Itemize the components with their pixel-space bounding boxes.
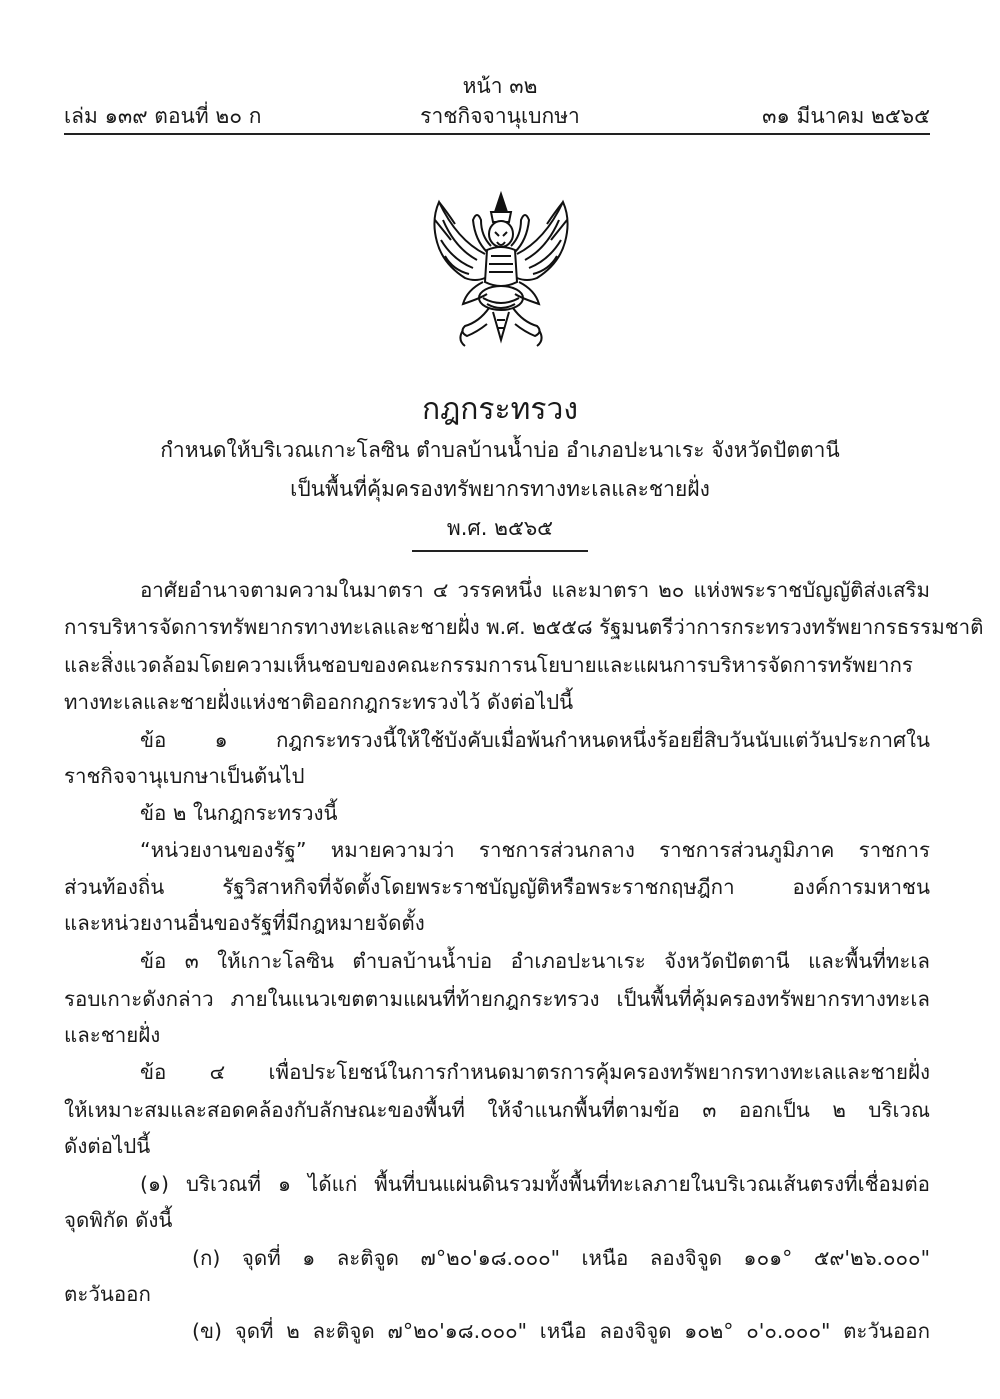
clause-3-line: รอบเกาะดังกล่าว ภายในแนวเขตตามแผนที่ท้ายกฎกระทรวง เป็นพื้นที่คุ้มครองทรัพยากรทางทะเล — [64, 987, 930, 1011]
header-divider — [64, 133, 930, 135]
coordinate-point-a-cont: ตะวันออก — [64, 1282, 151, 1306]
definition-line: ส่วนท้องถิ่น รัฐวิสาหกิจที่จัดตั้งโดยพระราชบัญญัติหรือพระราชกฤษฎีกา องค์การมหาชน — [64, 875, 930, 899]
publish-date: ๓๑ มีนาคม ๒๕๖๕ — [762, 104, 930, 128]
clause-4-line: ข้อ ๔ เพื่อประโยชน์ในการกำหนดมาตรการคุ้มครองทรัพยากรทางทะเลและชายฝั่ง — [140, 1060, 930, 1084]
preamble-line: การบริหารจัดการทรัพยากรทางทะเลและชายฝั่ง พ.ศ. ๒๕๕๘ รัฐมนตรีว่าการกระทรวงทรัพยากรธรรมชาติ — [64, 615, 984, 639]
definition-line: “หน่วยงานของรัฐ” หมายความว่า ราชการส่วนกลาง ราชการส่วนภูมิภาค ราชการ — [140, 838, 930, 862]
clause-4-line: ดังต่อไปนี้ — [64, 1134, 151, 1158]
clause-4-line: ให้เหมาะสมและสอดคล้องกับลักษณะของพื้นที่ ให้จำแนกพื้นที่ตามข้อ ๓ ออกเป็น ๒ บริเวณ — [64, 1098, 930, 1122]
document-title: กฎกระทรวง — [421, 392, 579, 427]
garuda-emblem-icon — [417, 190, 585, 350]
clause-1-line: ข้อ ๑ กฎกระทรวงนี้ให้ใช้บังคับเมื่อพ้นกำหนดหนึ่งร้อยยี่สิบวันนับแต่วันประกาศใน — [140, 728, 930, 752]
definition-line: และหน่วยงานอื่นของรัฐที่มีกฎหมายจัดตั้ง — [64, 911, 425, 935]
preamble-line: และสิ่งแวดล้อมโดยความเห็นชอบของคณะกรรมการนโยบายและแผนการบริหารจัดการทรัพยากร — [64, 653, 913, 677]
coordinate-point-b: (ข) จุดที่ ๒ ละติจูด ๗°๒๐'๑๘.๐๐๐" เหนือ ลองจิจูด ๑๐๒° ๐'๐.๐๐๐" ตะวันออก — [192, 1319, 930, 1343]
page-number: หน้า ๓๒ — [462, 74, 538, 98]
coordinate-point-a: (ก) จุดที่ ๑ ละติจูด ๗°๒๐'๑๘.๐๐๐" เหนือ ลองจิจูด ๑๐๑° ๕๙'๒๖.๐๐๐" — [192, 1246, 930, 1270]
title-line-1: กำหนดให้บริเวณเกาะโลซิน ตำบลบ้านน้ำบ่อ อำเภอปะนาเระ จังหวัดปัตตานี — [160, 438, 840, 462]
preamble-line: ทางทะเลและชายฝั่งแห่งชาติออกกฎกระทรวงไว้ ดังต่อไปนี้ — [64, 690, 574, 714]
title-year: พ.ศ. ๒๕๖๕ — [446, 516, 554, 540]
gazette-name: ราชกิจจานุเบกษา — [420, 104, 580, 128]
clause-3-line: ข้อ ๓ ให้เกาะโลซิน ตำบลบ้านน้ำบ่อ อำเภอปะนาเระ จังหวัดปัตตานี และพื้นที่ทะเล — [140, 949, 930, 973]
volume-issue: เล่ม ๑๓๙ ตอนที่ ๒๐ ก — [64, 104, 262, 128]
title-line-2: เป็นพื้นที่คุ้มครองทรัพยากรทางทะเลและชายฝั่ง — [290, 477, 710, 501]
clause-3-line: และชายฝั่ง — [64, 1023, 161, 1047]
clause-1-line: ราชกิจจานุเบกษาเป็นต้นไป — [64, 764, 305, 788]
item-1-line: จุดพิกัด ดังนี้ — [64, 1208, 173, 1232]
item-1-line: (๑) บริเวณที่ ๑ ได้แก่ พื้นที่บนแผ่นดินรวมทั้งพื้นที่ทะเลภายในบริเวณเส้นตรงที่เชื่อมต่อ — [140, 1172, 930, 1196]
title-divider — [412, 550, 588, 552]
preamble-line: อาศัยอำนาจตามความในมาตรา ๔ วรรคหนึ่ง และมาตรา ๒๐ แห่งพระราชบัญญัติส่งเสริม — [140, 578, 930, 602]
clause-2: ข้อ ๒ ในกฎกระทรวงนี้ — [140, 801, 338, 825]
